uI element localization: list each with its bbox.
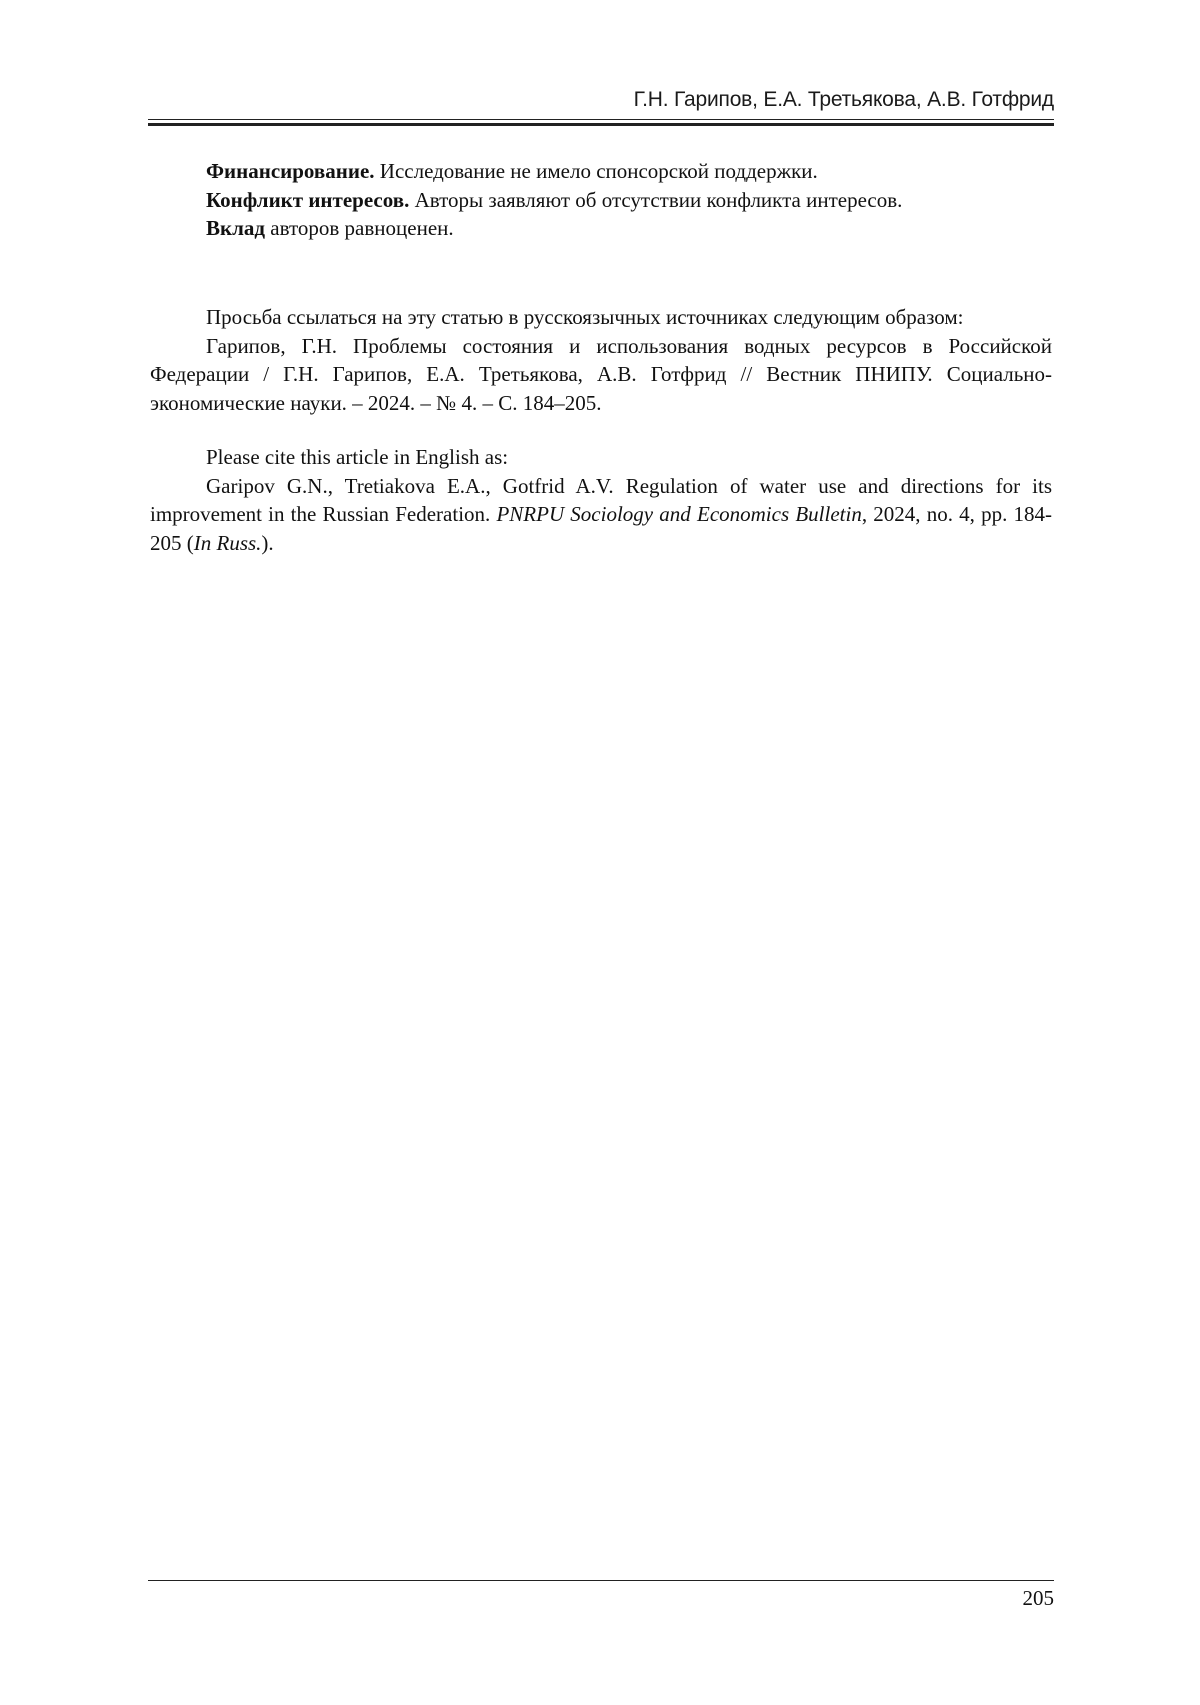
footer-rule — [148, 1580, 1054, 1581]
citation-ru-reference: Гарипов, Г.Н. Проблемы состояния и использования водных ресурсов в Российской Федерации / Г.Н. Гарипов, Е.А. Третьякова, А.В. Готфрид // Вестник ПНИПУ. Социально-экономические науки. – 2024. – № 4. – С. 184–205. — [150, 333, 1052, 415]
funding-label: Финансирование. — [206, 159, 375, 183]
header-rule-thick — [148, 123, 1054, 126]
funding-text: Исследование не имело спонсорской поддержки. — [374, 159, 818, 183]
citation-en-reference-mid: , 2024, no. 4, pp. 184-205 ( — [150, 502, 1052, 555]
contribution-label: Вклад — [206, 216, 266, 240]
citation-en-reference-end: ). — [261, 530, 274, 555]
conflict-text: Авторы заявляют об отсутствии конфликта интересов. — [409, 187, 903, 212]
header-rule-thin — [148, 119, 1054, 120]
contribution-text: авторов равноценен. — [265, 216, 454, 240]
journal-title: PNRPU Sociology and Economics Bulletin — [496, 502, 862, 526]
citation-en-reference-start: Garipov G.N., Tretiakova E.A., Gotfrid A.V. Regulation of water use and directions for its improvement in the Russian Federation. — [150, 473, 1052, 526]
contribution-statement — [150, 214, 1052, 243]
funding-statement — [150, 157, 1052, 186]
citation-en-block — [150, 443, 1052, 557]
running-head-authors: Г.Н. Гарипов, Е.А. Третьякова, А.В. Готфрид — [633, 88, 1054, 111]
citation-ru-block — [150, 303, 1052, 417]
citation-en-reference — [150, 472, 1052, 558]
conflict-label: Конфликт интересов. — [206, 187, 410, 212]
declarations-block — [150, 157, 1052, 243]
conflict-statement — [150, 186, 1052, 215]
page-number: 205 — [1022, 1586, 1054, 1610]
citation-ru-intro: Просьба ссылаться на эту статью в русскоязычных источниках следующим образом: — [206, 305, 964, 329]
citation-en-intro: Please cite this article in English as: — [206, 445, 509, 469]
language-note: In Russ. — [193, 530, 262, 555]
